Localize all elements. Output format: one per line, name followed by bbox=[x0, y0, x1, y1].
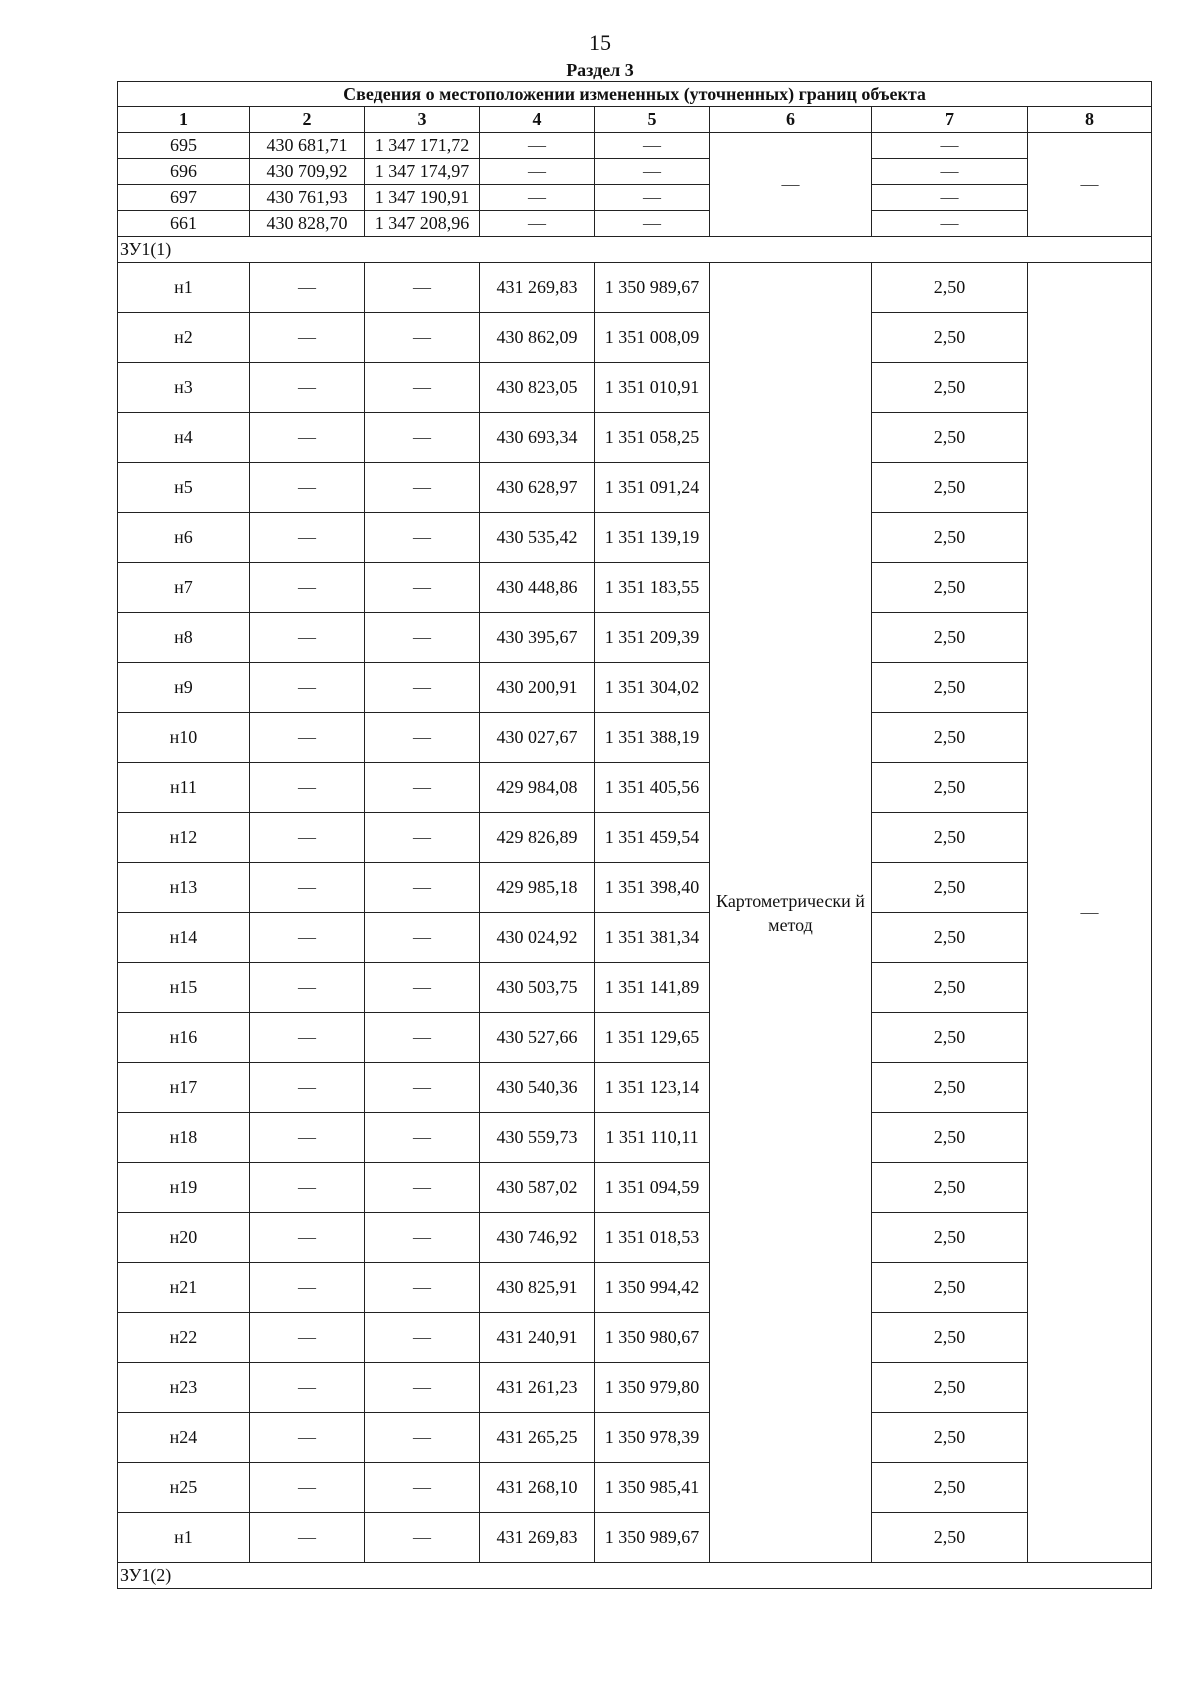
column-number: 1 bbox=[118, 107, 250, 133]
point-number-cell: н4 bbox=[118, 413, 250, 463]
accuracy-cell: 2,50 bbox=[872, 1113, 1028, 1163]
column-number: 5 bbox=[595, 107, 710, 133]
y-old-cell: — bbox=[365, 713, 480, 763]
y-old-cell: — bbox=[365, 663, 480, 713]
x-new-cell: 430 862,09 bbox=[480, 313, 595, 363]
y-old-cell: 1 347 190,91 bbox=[365, 185, 480, 211]
x-old-cell: — bbox=[250, 763, 365, 813]
point-number-cell: н1 bbox=[118, 1513, 250, 1563]
x-new-cell: 430 027,67 bbox=[480, 713, 595, 763]
section-title: Раздел 3 bbox=[566, 60, 634, 80]
x-new-cell: 429 984,08 bbox=[480, 763, 595, 813]
accuracy-cell: 2,50 bbox=[872, 1013, 1028, 1063]
accuracy-cell: 2,50 bbox=[872, 663, 1028, 713]
x-new-cell: 430 540,36 bbox=[480, 1063, 595, 1113]
table-row bbox=[118, 1163, 1152, 1213]
table-row bbox=[118, 763, 1152, 813]
table-row bbox=[118, 1463, 1152, 1513]
x-new-cell: 430 746,92 bbox=[480, 1213, 595, 1263]
point-number-cell: н6 bbox=[118, 513, 250, 563]
x-old-cell: 430 681,71 bbox=[250, 133, 365, 159]
accuracy-cell: 2,50 bbox=[872, 313, 1028, 363]
x-old-cell: — bbox=[250, 913, 365, 963]
accuracy-cell: — bbox=[872, 159, 1028, 185]
x-old-cell: — bbox=[250, 863, 365, 913]
x-old-cell: — bbox=[250, 663, 365, 713]
accuracy-cell: — bbox=[872, 211, 1028, 237]
column-8-cell: — bbox=[1028, 133, 1152, 237]
x-new-cell: 431 240,91 bbox=[480, 1313, 595, 1363]
accuracy-cell: 2,50 bbox=[872, 863, 1028, 913]
x-old-cell: — bbox=[250, 1013, 365, 1063]
table-row bbox=[118, 133, 1152, 159]
x-new-cell: 431 261,23 bbox=[480, 1363, 595, 1413]
y-new-cell: — bbox=[595, 133, 710, 159]
point-number-cell: н13 bbox=[118, 863, 250, 913]
x-old-cell: — bbox=[250, 563, 365, 613]
point-number-cell: н25 bbox=[118, 1463, 250, 1513]
table-row bbox=[118, 963, 1152, 1013]
y-old-cell: — bbox=[365, 263, 480, 313]
table-row bbox=[118, 1363, 1152, 1413]
column-number: 3 bbox=[365, 107, 480, 133]
point-number-cell: н20 bbox=[118, 1213, 250, 1263]
x-old-cell: 430 761,93 bbox=[250, 185, 365, 211]
accuracy-cell: 2,50 bbox=[872, 463, 1028, 513]
table-row bbox=[118, 1413, 1152, 1463]
contour-label: ЗУ1(1) bbox=[118, 237, 1152, 263]
y-new-cell: 1 351 091,24 bbox=[595, 463, 710, 513]
y-old-cell: — bbox=[365, 863, 480, 913]
table-row bbox=[118, 813, 1152, 863]
x-new-cell: 431 269,83 bbox=[480, 1513, 595, 1563]
point-number-cell: н15 bbox=[118, 963, 250, 1013]
x-old-cell: — bbox=[250, 363, 365, 413]
x-new-cell: 430 587,02 bbox=[480, 1163, 595, 1213]
x-new-cell: — bbox=[480, 133, 595, 159]
x-new-cell: — bbox=[480, 159, 595, 185]
accuracy-cell: 2,50 bbox=[872, 1513, 1028, 1563]
x-old-cell: — bbox=[250, 1063, 365, 1113]
point-number-cell: н8 bbox=[118, 613, 250, 663]
y-new-cell: 1 351 459,54 bbox=[595, 813, 710, 863]
x-old-cell: — bbox=[250, 513, 365, 563]
y-old-cell: — bbox=[365, 1313, 480, 1363]
x-new-cell: 430 535,42 bbox=[480, 513, 595, 563]
point-number-cell: н24 bbox=[118, 1413, 250, 1463]
table-row bbox=[118, 1063, 1152, 1113]
y-new-cell: 1 350 980,67 bbox=[595, 1313, 710, 1363]
y-old-cell: — bbox=[365, 1163, 480, 1213]
table-row bbox=[118, 913, 1152, 963]
x-new-cell: 430 395,67 bbox=[480, 613, 595, 663]
accuracy-cell: 2,50 bbox=[872, 613, 1028, 663]
contour-label-row bbox=[118, 237, 1152, 263]
accuracy-cell: — bbox=[872, 185, 1028, 211]
point-number-cell: н7 bbox=[118, 563, 250, 613]
contour-label-row bbox=[118, 1563, 1152, 1589]
y-old-cell: — bbox=[365, 513, 480, 563]
y-new-cell: 1 350 979,80 bbox=[595, 1363, 710, 1413]
y-old-cell: 1 347 171,72 bbox=[365, 133, 480, 159]
y-old-cell: — bbox=[365, 1513, 480, 1563]
accuracy-cell: 2,50 bbox=[872, 1263, 1028, 1313]
accuracy-cell: 2,50 bbox=[872, 363, 1028, 413]
table-body bbox=[118, 82, 1152, 1589]
point-number-cell: н9 bbox=[118, 663, 250, 713]
point-number-cell: н19 bbox=[118, 1163, 250, 1213]
x-new-cell: 430 024,92 bbox=[480, 913, 595, 963]
y-new-cell: 1 351 008,09 bbox=[595, 313, 710, 363]
y-new-cell: — bbox=[595, 159, 710, 185]
x-old-cell: — bbox=[250, 1263, 365, 1313]
x-old-cell: — bbox=[250, 313, 365, 363]
table-row bbox=[118, 263, 1152, 313]
point-number-cell: н17 bbox=[118, 1063, 250, 1113]
accuracy-cell: 2,50 bbox=[872, 763, 1028, 813]
y-new-cell: 1 351 141,89 bbox=[595, 963, 710, 1013]
accuracy-cell: 2,50 bbox=[872, 813, 1028, 863]
y-new-cell: 1 351 381,34 bbox=[595, 913, 710, 963]
x-old-cell: — bbox=[250, 1463, 365, 1513]
accuracy-cell: 2,50 bbox=[872, 1063, 1028, 1113]
point-number-cell: н10 bbox=[118, 713, 250, 763]
y-new-cell: 1 350 985,41 bbox=[595, 1463, 710, 1513]
y-new-cell: 1 351 398,40 bbox=[595, 863, 710, 913]
table-row bbox=[118, 413, 1152, 463]
accuracy-cell: 2,50 bbox=[872, 713, 1028, 763]
x-new-cell: 429 985,18 bbox=[480, 863, 595, 913]
point-number-cell: 696 bbox=[118, 159, 250, 185]
column-number-row bbox=[118, 107, 1152, 133]
x-old-cell: — bbox=[250, 1363, 365, 1413]
table-row bbox=[118, 1513, 1152, 1563]
accuracy-cell: 2,50 bbox=[872, 1413, 1028, 1463]
table-row bbox=[118, 663, 1152, 713]
x-old-cell: — bbox=[250, 613, 365, 663]
table-row bbox=[118, 1113, 1152, 1163]
accuracy-cell: 2,50 bbox=[872, 1463, 1028, 1513]
column-number: 8 bbox=[1028, 107, 1152, 133]
contour-label: ЗУ1(2) bbox=[118, 1563, 1152, 1589]
point-number-cell: н21 bbox=[118, 1263, 250, 1313]
y-new-cell: 1 351 139,19 bbox=[595, 513, 710, 563]
table-row bbox=[118, 613, 1152, 663]
accuracy-cell: 2,50 bbox=[872, 1313, 1028, 1363]
accuracy-cell: — bbox=[872, 133, 1028, 159]
table-row bbox=[118, 313, 1152, 363]
x-old-cell: — bbox=[250, 413, 365, 463]
y-new-cell: 1 351 110,11 bbox=[595, 1113, 710, 1163]
y-new-cell: 1 351 183,55 bbox=[595, 563, 710, 613]
y-old-cell: — bbox=[365, 1063, 480, 1113]
x-old-cell: — bbox=[250, 263, 365, 313]
table-row bbox=[118, 363, 1152, 413]
y-old-cell: — bbox=[365, 463, 480, 513]
y-old-cell: — bbox=[365, 1263, 480, 1313]
x-old-cell: — bbox=[250, 1413, 365, 1463]
accuracy-cell: 2,50 bbox=[872, 963, 1028, 1013]
y-new-cell: 1 351 094,59 bbox=[595, 1163, 710, 1213]
y-old-cell: — bbox=[365, 363, 480, 413]
x-old-cell: — bbox=[250, 713, 365, 763]
accuracy-cell: 2,50 bbox=[872, 263, 1028, 313]
x-new-cell: 430 503,75 bbox=[480, 963, 595, 1013]
table-row bbox=[118, 1313, 1152, 1363]
y-new-cell: 1 351 209,39 bbox=[595, 613, 710, 663]
column-number: 2 bbox=[250, 107, 365, 133]
table-row bbox=[118, 1013, 1152, 1063]
point-number-cell: н16 bbox=[118, 1013, 250, 1063]
x-new-cell: 430 559,73 bbox=[480, 1113, 595, 1163]
y-new-cell: 1 351 058,25 bbox=[595, 413, 710, 463]
table-row bbox=[118, 863, 1152, 913]
y-new-cell: 1 351 129,65 bbox=[595, 1013, 710, 1063]
table-row bbox=[118, 1213, 1152, 1263]
column-number: 7 bbox=[872, 107, 1028, 133]
method-cell: Картометрически й метод bbox=[710, 263, 872, 1563]
x-new-cell: 431 268,10 bbox=[480, 1463, 595, 1513]
point-number-cell: н2 bbox=[118, 313, 250, 363]
point-number-cell: н23 bbox=[118, 1363, 250, 1413]
y-old-cell: — bbox=[365, 813, 480, 863]
point-number-cell: н18 bbox=[118, 1113, 250, 1163]
x-new-cell: 430 693,34 bbox=[480, 413, 595, 463]
point-number-cell: н5 bbox=[118, 463, 250, 513]
x-new-cell: 429 826,89 bbox=[480, 813, 595, 863]
method-cell: — bbox=[710, 133, 872, 237]
x-old-cell: — bbox=[250, 1313, 365, 1363]
table-caption-row bbox=[118, 82, 1152, 107]
x-old-cell: — bbox=[250, 1213, 365, 1263]
column-number: 6 bbox=[710, 107, 872, 133]
y-old-cell: — bbox=[365, 1463, 480, 1513]
y-new-cell: 1 351 010,91 bbox=[595, 363, 710, 413]
x-new-cell: 431 269,83 bbox=[480, 263, 595, 313]
x-old-cell: — bbox=[250, 1163, 365, 1213]
table-row bbox=[118, 563, 1152, 613]
y-new-cell: 1 350 978,39 bbox=[595, 1413, 710, 1463]
y-new-cell: 1 351 405,56 bbox=[595, 763, 710, 813]
column-number: 4 bbox=[480, 107, 595, 133]
x-old-cell: — bbox=[250, 463, 365, 513]
table-row bbox=[118, 211, 1152, 237]
column-8-cell: — bbox=[1028, 263, 1152, 1563]
accuracy-cell: 2,50 bbox=[872, 513, 1028, 563]
x-new-cell: 430 823,05 bbox=[480, 363, 595, 413]
table-row bbox=[118, 713, 1152, 763]
y-old-cell: — bbox=[365, 1413, 480, 1463]
y-old-cell: — bbox=[365, 1363, 480, 1413]
x-new-cell: 430 628,97 bbox=[480, 463, 595, 513]
table-row bbox=[118, 185, 1152, 211]
y-old-cell: — bbox=[365, 613, 480, 663]
y-old-cell: — bbox=[365, 313, 480, 363]
accuracy-cell: 2,50 bbox=[872, 1163, 1028, 1213]
y-old-cell: — bbox=[365, 1213, 480, 1263]
accuracy-cell: 2,50 bbox=[872, 563, 1028, 613]
x-new-cell: 430 527,66 bbox=[480, 1013, 595, 1063]
x-new-cell: 430 448,86 bbox=[480, 563, 595, 613]
table-row bbox=[118, 513, 1152, 563]
point-number-cell: н12 bbox=[118, 813, 250, 863]
table-row bbox=[118, 1263, 1152, 1313]
x-old-cell: — bbox=[250, 1513, 365, 1563]
y-old-cell: — bbox=[365, 413, 480, 463]
table-caption: Сведения о местоположении измененных (уточненных) границ объекта bbox=[118, 82, 1152, 107]
point-number-cell: н3 bbox=[118, 363, 250, 413]
y-new-cell: 1 351 123,14 bbox=[595, 1063, 710, 1113]
table-row bbox=[118, 463, 1152, 513]
y-new-cell: 1 351 304,02 bbox=[595, 663, 710, 713]
page-number: 15 bbox=[589, 30, 611, 55]
table-row bbox=[118, 159, 1152, 185]
accuracy-cell: 2,50 bbox=[872, 1213, 1028, 1263]
accuracy-cell: 2,50 bbox=[872, 913, 1028, 963]
y-old-cell: — bbox=[365, 913, 480, 963]
x-new-cell: 430 825,91 bbox=[480, 1263, 595, 1313]
y-new-cell: — bbox=[595, 211, 710, 237]
y-old-cell: — bbox=[365, 563, 480, 613]
x-new-cell: 430 200,91 bbox=[480, 663, 595, 713]
x-new-cell: — bbox=[480, 185, 595, 211]
y-old-cell: — bbox=[365, 763, 480, 813]
y-new-cell: 1 351 018,53 bbox=[595, 1213, 710, 1263]
y-old-cell: — bbox=[365, 963, 480, 1013]
point-number-cell: 695 bbox=[118, 133, 250, 159]
y-new-cell: 1 351 388,19 bbox=[595, 713, 710, 763]
y-old-cell: — bbox=[365, 1113, 480, 1163]
y-old-cell: 1 347 174,97 bbox=[365, 159, 480, 185]
x-new-cell: — bbox=[480, 211, 595, 237]
y-new-cell: 1 350 994,42 bbox=[595, 1263, 710, 1313]
point-number-cell: 661 bbox=[118, 211, 250, 237]
point-number-cell: н22 bbox=[118, 1313, 250, 1363]
y-new-cell: 1 350 989,67 bbox=[595, 1513, 710, 1563]
point-number-cell: н11 bbox=[118, 763, 250, 813]
boundary-table bbox=[117, 81, 1152, 1589]
x-old-cell: — bbox=[250, 1113, 365, 1163]
y-old-cell: 1 347 208,96 bbox=[365, 211, 480, 237]
y-old-cell: — bbox=[365, 1013, 480, 1063]
point-number-cell: н1 bbox=[118, 263, 250, 313]
x-new-cell: 431 265,25 bbox=[480, 1413, 595, 1463]
x-old-cell: — bbox=[250, 963, 365, 1013]
point-number-cell: н14 bbox=[118, 913, 250, 963]
y-new-cell: 1 350 989,67 bbox=[595, 263, 710, 313]
x-old-cell: 430 828,70 bbox=[250, 211, 365, 237]
point-number-cell: 697 bbox=[118, 185, 250, 211]
accuracy-cell: 2,50 bbox=[872, 413, 1028, 463]
x-old-cell: 430 709,92 bbox=[250, 159, 365, 185]
accuracy-cell: 2,50 bbox=[872, 1363, 1028, 1413]
x-old-cell: — bbox=[250, 813, 365, 863]
y-new-cell: — bbox=[595, 185, 710, 211]
